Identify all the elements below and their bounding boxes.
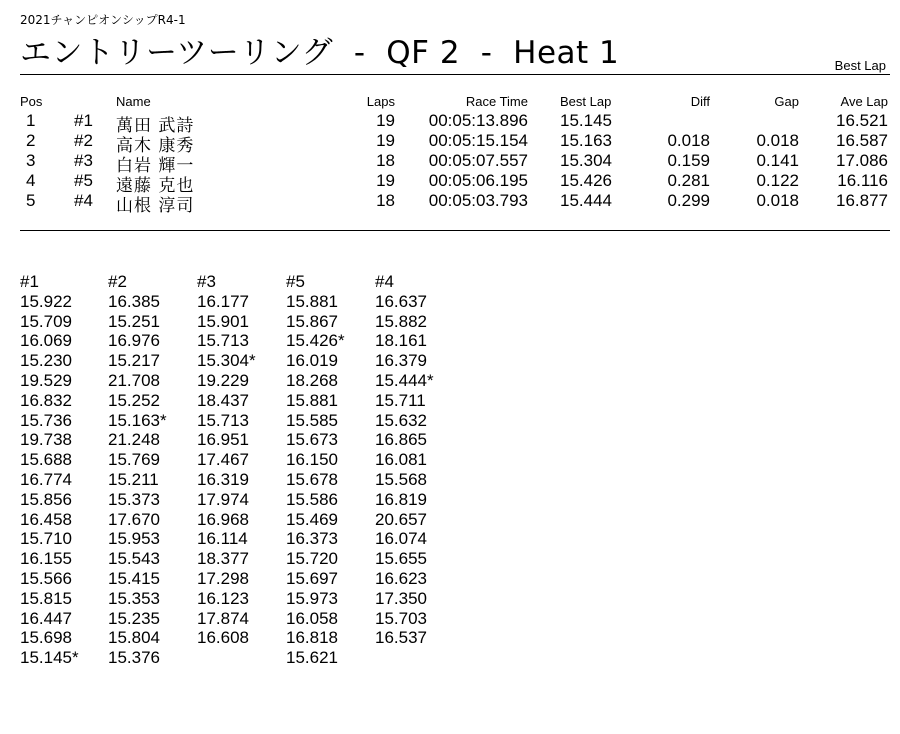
lap-time: 16.373 xyxy=(286,529,338,549)
report-subtitle: 2021チャンピオンシップR4-1 xyxy=(20,13,186,27)
lap-time: 15.632 xyxy=(375,410,427,430)
cell-ave-lap: 16.116 xyxy=(837,171,888,190)
cell-ave-lap: 16.587 xyxy=(836,131,888,150)
lap-time: 15.145* xyxy=(20,648,79,668)
col-header-race-time: Race Time xyxy=(465,94,528,109)
cell-car-number: #5 xyxy=(74,171,93,190)
lap-time: 15.211 xyxy=(108,469,159,489)
lap-time: 15.922 xyxy=(20,291,72,311)
lap-time: 16.155 xyxy=(20,549,72,569)
cell-diff: 0.281 xyxy=(667,171,710,190)
lap-time: 15.353 xyxy=(108,588,160,608)
cell-best-lap: 15.145 xyxy=(560,111,612,130)
lap-time: 16.019 xyxy=(286,351,338,371)
lap-time: 18.377 xyxy=(197,549,249,569)
cell-car-number: #3 xyxy=(74,151,93,170)
cell-diff: 0.299 xyxy=(667,191,710,210)
col-header-ave-lap: Ave Lap xyxy=(840,94,888,109)
lap-time: 16.069 xyxy=(20,331,72,351)
page-title: エントリーツーリング - QF 2 - Heat 1 xyxy=(20,35,620,71)
lap-column xyxy=(286,272,376,668)
lap-time: 16.123 xyxy=(197,588,249,608)
title-divider xyxy=(20,74,890,75)
results-row xyxy=(0,111,900,136)
lap-time: 16.623 xyxy=(375,568,427,588)
lap-column-header: #5 xyxy=(286,272,305,291)
lap-time: 15.901 xyxy=(197,311,249,331)
lap-time: 19.529 xyxy=(20,370,72,390)
lap-time: 16.458 xyxy=(20,509,72,529)
cell-ave-lap: 16.521 xyxy=(836,111,888,130)
lap-time: 15.230 xyxy=(20,351,72,371)
lap-time: 15.711 xyxy=(375,390,426,410)
lap-time: 15.673 xyxy=(286,430,338,450)
lap-column-header: #1 xyxy=(20,272,39,291)
lap-time: 15.713 xyxy=(197,410,249,430)
cell-best-lap: 15.426 xyxy=(560,171,612,190)
lap-time: 16.074 xyxy=(375,529,427,549)
lap-time: 15.804 xyxy=(108,628,160,648)
lap-time: 17.874 xyxy=(197,608,249,628)
col-header-laps: Laps xyxy=(366,94,395,109)
best-lap-caption: Best Lap xyxy=(834,58,886,73)
cell-laps: 19 xyxy=(376,111,395,130)
cell-driver-name: 山根 淳司 xyxy=(116,196,195,216)
lap-time: 16.774 xyxy=(20,469,72,489)
lap-time: 16.150 xyxy=(286,450,338,470)
cell-laps: 18 xyxy=(376,151,395,170)
results-row xyxy=(0,171,900,196)
cell-laps: 19 xyxy=(376,171,395,190)
cell-ave-lap: 17.086 xyxy=(836,151,888,170)
cell-car-number: #4 xyxy=(74,191,93,210)
lap-column xyxy=(197,272,287,648)
lap-column-header: #2 xyxy=(108,272,127,291)
results-row xyxy=(0,151,900,176)
lap-time: 15.678 xyxy=(286,469,338,489)
lap-time: 17.670 xyxy=(108,509,160,529)
lap-time: 15.709 xyxy=(20,311,72,331)
cell-race-time: 00:05:03.793 xyxy=(428,191,528,210)
lap-time: 15.736 xyxy=(20,410,72,430)
lap-time: 17.974 xyxy=(197,489,249,509)
lap-column-header: #4 xyxy=(375,272,394,291)
lap-time: 21.708 xyxy=(108,370,160,390)
cell-laps: 19 xyxy=(376,131,395,150)
lap-time: 20.657 xyxy=(375,509,427,529)
lap-time: 15.621 xyxy=(286,648,338,668)
lap-time: 18.161 xyxy=(375,331,427,351)
lap-time: 16.058 xyxy=(286,608,338,628)
results-divider xyxy=(20,230,890,231)
lap-column xyxy=(108,272,198,668)
cell-ave-lap: 16.877 xyxy=(836,191,888,210)
lap-time: 16.637 xyxy=(375,291,427,311)
lap-time: 15.235 xyxy=(108,608,160,628)
lap-time: 18.268 xyxy=(286,370,338,390)
lap-time: 16.976 xyxy=(108,331,160,351)
lap-time: 17.467 xyxy=(197,450,249,470)
cell-gap: 0.018 xyxy=(756,191,799,210)
lap-time: 15.376 xyxy=(108,648,160,668)
lap-time: 15.698 xyxy=(20,628,72,648)
lap-time: 16.865 xyxy=(375,430,427,450)
lap-time: 16.114 xyxy=(197,529,248,549)
cell-pos: 5 xyxy=(26,191,36,210)
lap-time: 15.769 xyxy=(108,450,160,470)
lap-time: 16.447 xyxy=(20,608,72,628)
cell-driver-name: 高木 康秀 xyxy=(116,136,195,156)
lap-time: 16.832 xyxy=(20,390,72,410)
cell-race-time: 00:05:07.557 xyxy=(428,151,528,170)
lap-time: 15.688 xyxy=(20,450,72,470)
lap-time: 15.585 xyxy=(286,410,338,430)
lap-time: 16.818 xyxy=(286,628,338,648)
lap-time: 15.867 xyxy=(286,311,338,331)
lap-time: 15.953 xyxy=(108,529,160,549)
lap-time: 15.856 xyxy=(20,489,72,509)
lap-time: 15.973 xyxy=(286,588,338,608)
lap-time: 15.444* xyxy=(375,370,434,390)
cell-pos: 4 xyxy=(26,171,36,190)
lap-time: 15.251 xyxy=(108,311,160,331)
cell-race-time: 00:05:15.154 xyxy=(428,131,528,150)
lap-time: 15.697 xyxy=(286,568,338,588)
cell-pos: 2 xyxy=(26,131,36,150)
lap-time: 16.319 xyxy=(197,469,249,489)
lap-time: 15.373 xyxy=(108,489,160,509)
lap-time: 19.229 xyxy=(197,370,249,390)
lap-time: 16.968 xyxy=(197,509,249,529)
lap-time: 15.881 xyxy=(286,291,338,311)
lap-time: 16.951 xyxy=(197,430,249,450)
col-header-name: Name xyxy=(116,94,151,109)
lap-time: 15.720 xyxy=(286,549,338,569)
cell-driver-name: 萬田 武詩 xyxy=(116,116,195,136)
lap-time: 15.566 xyxy=(20,568,72,588)
cell-race-time: 00:05:06.195 xyxy=(428,171,528,190)
cell-driver-name: 遠藤 克也 xyxy=(116,176,195,196)
cell-best-lap: 15.444 xyxy=(560,191,612,210)
lap-time: 15.252 xyxy=(108,390,160,410)
cell-gap: 0.018 xyxy=(756,131,799,150)
lap-time: 15.586 xyxy=(286,489,338,509)
lap-time: 16.819 xyxy=(375,489,427,509)
cell-diff: 0.018 xyxy=(667,131,710,150)
col-header-gap: Gap xyxy=(774,94,799,109)
lap-time: 16.537 xyxy=(375,628,427,648)
lap-time: 16.081 xyxy=(375,450,427,470)
col-header-diff: Diff xyxy=(690,94,710,109)
cell-car-number: #1 xyxy=(74,111,93,130)
cell-pos: 3 xyxy=(26,151,36,170)
lap-time: 15.415 xyxy=(108,568,160,588)
lap-time: 21.248 xyxy=(108,430,160,450)
lap-time: 18.437 xyxy=(197,390,249,410)
lap-time: 15.881 xyxy=(286,390,338,410)
cell-best-lap: 15.163 xyxy=(560,131,612,150)
lap-time: 15.815 xyxy=(20,588,72,608)
lap-time: 15.217 xyxy=(108,351,160,371)
col-header-best-lap: Best Lap xyxy=(560,94,612,109)
cell-diff: 0.159 xyxy=(667,151,710,170)
lap-time: 15.568 xyxy=(375,469,427,489)
cell-pos: 1 xyxy=(26,111,36,130)
lap-time: 15.426* xyxy=(286,331,345,351)
lap-time: 16.608 xyxy=(197,628,249,648)
lap-time: 17.298 xyxy=(197,568,249,588)
cell-gap: 0.122 xyxy=(756,171,799,190)
lap-time: 15.543 xyxy=(108,549,160,569)
cell-gap: 0.141 xyxy=(756,151,799,170)
results-row xyxy=(0,191,900,216)
lap-time: 15.304* xyxy=(197,351,256,371)
lap-time: 19.738 xyxy=(20,430,72,450)
lap-time: 16.177 xyxy=(197,291,249,311)
lap-time: 15.703 xyxy=(375,608,427,628)
cell-driver-name: 白岩 輝一 xyxy=(116,156,195,176)
lap-time: 15.469 xyxy=(286,509,338,529)
lap-time: 15.882 xyxy=(375,311,427,331)
results-table xyxy=(0,94,900,216)
lap-column xyxy=(20,272,110,668)
lap-time: 16.379 xyxy=(375,351,427,371)
lap-column xyxy=(375,272,465,648)
lap-time: 16.385 xyxy=(108,291,160,311)
results-row xyxy=(0,131,900,156)
lap-time: 15.710 xyxy=(20,529,72,549)
lap-time: 17.350 xyxy=(375,588,427,608)
lap-time: 15.163* xyxy=(108,410,167,430)
lap-time: 15.655 xyxy=(375,549,427,569)
lap-time: 15.713 xyxy=(197,331,249,351)
cell-laps: 18 xyxy=(376,191,395,210)
col-header-pos: Pos xyxy=(20,94,43,109)
cell-car-number: #2 xyxy=(74,131,93,150)
results-header-row xyxy=(0,94,900,111)
cell-best-lap: 15.304 xyxy=(560,151,612,170)
lap-column-header: #3 xyxy=(197,272,216,291)
cell-race-time: 00:05:13.896 xyxy=(428,111,528,130)
